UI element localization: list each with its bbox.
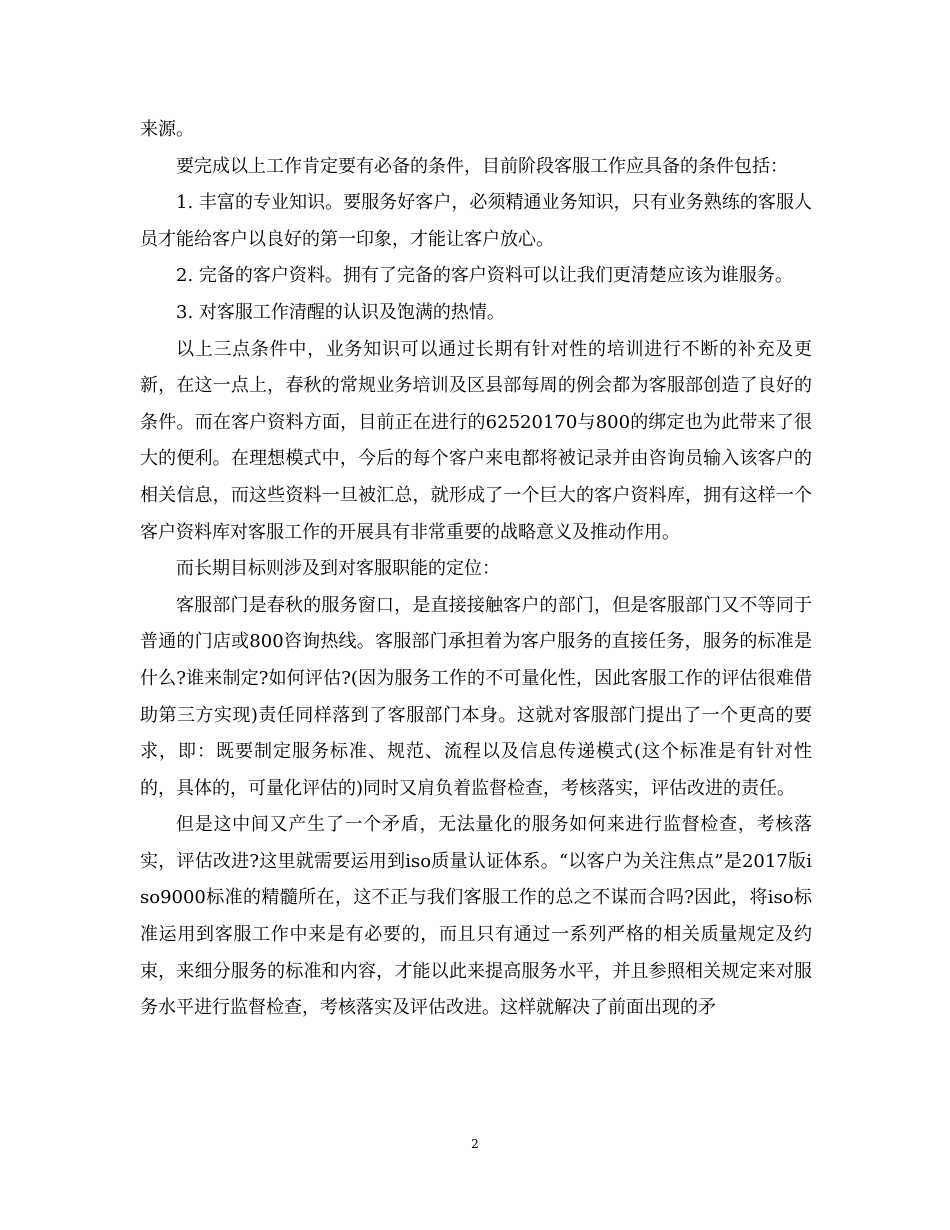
paragraph: 客服部门是春秋的服务窗口，是直接接触客户的部门，但是客服部门又不等同于普通的门店或800咨询热线。客服部门承担着为客户服务的直接任务，服务的标准是什么?谁来制定?如何评估?(因为服务工作的不可量化性，因此客服工作的评估很难借助第三方实现)责任同样落到了客服部门本身。这就对客服部门提出了一个更高的要求，即：既要制定服务标准、规范、流程以及信息传递模式(这个标准是有针对性的，具体的，可量化评估的)同时又肩负着监督检查，考核落实，评估改进的责任。: [140, 594, 812, 799]
paragraph: 来源。: [140, 119, 194, 140]
page-number: 2: [471, 1137, 479, 1151]
paragraph: 而长期目标则涉及到对客服职能的定位：: [176, 558, 500, 580]
paragraph: 以上三点条件中，业务知识可以通过长期有针对性的培训进行不断的补充及更新，在这一点上，春秋的常规业务培训及区县部每周的例会都为客服部创造了良好的条件。而在客户资料方面，目前正在进行的62520170与800的绑定也为此带来了很大的便利。在理想模式中，今后的每个客户来电都将被记录并由咨询员输入该客户的相关信息，而这些资料一旦被汇总，就形成了一个巨大的客户资料库，拥有这样一个客户资料库对客服工作的开展具有非常重要的战略意义及推动作用。: [140, 338, 812, 543]
list-item-paragraph: 2. 完备的客户资料。拥有了完备的客户资料可以让我们更清楚应该为谁服务。: [176, 265, 793, 287]
document-body: [140, 112, 812, 1027]
list-item-paragraph: 3. 对客服工作清醒的认识及饱满的热情。: [176, 301, 505, 323]
paragraph: 要完成以上工作肯定要有必备的条件，目前阶段客服工作应具备的条件包括：: [176, 155, 788, 177]
list-item-paragraph: 1. 丰富的专业知识。要服务好客户，必须精通业务知识，只有业务熟练的客服人员才能给客户以良好的第一印象，才能让客户放心。: [140, 192, 812, 250]
paragraph: 但是这中间又产生了一个矛盾，无法量化的服务如何来进行监督检查，考核落实，评估改进?这里就需要运用到iso质量认证体系。“以客户为关注焦点”是2017版iso9000标准的精髓所在，这不正与我们客服工作的总之不谋而合吗?因此，将iso标准运用到客服工作中来是有必要的，而且只有通过一系列严格的相关质量规定及约束，来细分服务的标准和内容，才能以此来提高服务水平，并且参照相关规定来对服务水平进行监督检查，考核落实及评估改进。这样就解决了前面出现的矛: [140, 814, 812, 1019]
